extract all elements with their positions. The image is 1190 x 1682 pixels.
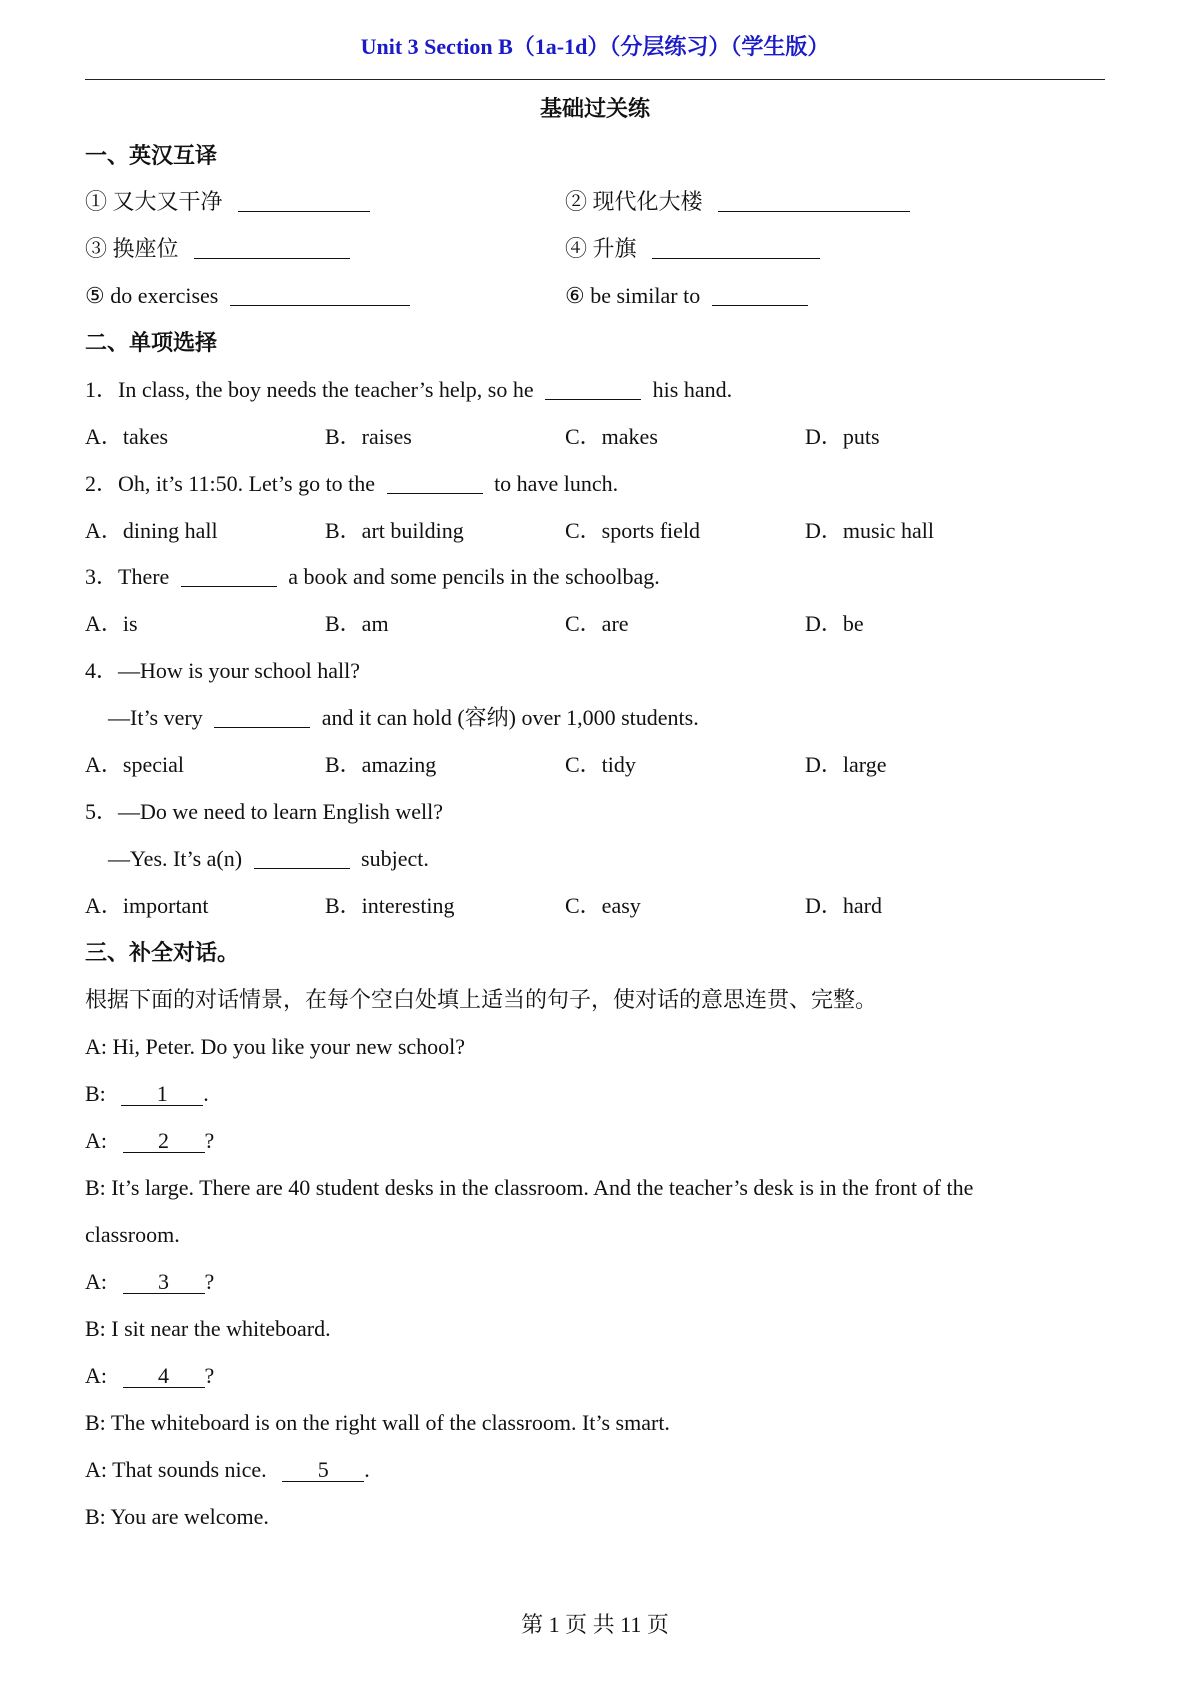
subtitle: 基础过关练 bbox=[539, 96, 650, 121]
question-4-reply bbox=[108, 703, 699, 733]
translate-item-2 bbox=[565, 187, 910, 217]
answer-blank[interactable] bbox=[214, 705, 310, 728]
question-3-text: 3．There bbox=[85, 564, 170, 589]
translate-item-2-label: ② 现代化大楼 bbox=[565, 189, 703, 214]
question-4-reply-end: and it can hold (容纳) over 1,000 students. bbox=[321, 705, 699, 730]
question-2-text: 2．Oh, it’s 11:50. Let’s go to the bbox=[85, 471, 376, 496]
q1-option-b[interactable]: B．raises bbox=[325, 424, 412, 449]
translate-item-5-label: ⑤ do exercises bbox=[85, 283, 219, 308]
punctuation: ? bbox=[204, 1269, 215, 1294]
answer-blank[interactable] bbox=[545, 377, 641, 400]
question-2-text-end: to have lunch. bbox=[494, 471, 619, 496]
dialogue-line-5 bbox=[85, 1267, 214, 1297]
answer-blank[interactable] bbox=[718, 189, 910, 212]
question-5-reply-end: subject. bbox=[361, 846, 429, 871]
q3-option-d[interactable]: D．be bbox=[805, 611, 864, 636]
answer-blank[interactable] bbox=[712, 283, 808, 306]
dialogue-blank-2[interactable]: 2 bbox=[123, 1130, 205, 1153]
translate-item-3-label: ③ 换座位 bbox=[85, 236, 179, 261]
q5-option-d[interactable]: D．hard bbox=[805, 893, 882, 918]
question-5-reply bbox=[108, 844, 429, 874]
translate-item-4-label: ④ 升旗 bbox=[565, 236, 637, 261]
answer-blank[interactable] bbox=[230, 283, 410, 306]
dialogue-blank-4[interactable]: 4 bbox=[123, 1365, 205, 1388]
page-header-title: Unit 3 Section B（1a-1d）（分层练习）（学生版） bbox=[360, 34, 830, 59]
punctuation: . bbox=[364, 1457, 370, 1482]
q4-option-d[interactable]: D．large bbox=[805, 752, 887, 777]
translate-item-6-label: ⑥ be similar to bbox=[565, 283, 701, 308]
dialogue-line-10: B: You are welcome. bbox=[85, 1504, 269, 1529]
punctuation: . bbox=[203, 1081, 209, 1106]
q4-option-a[interactable]: A．special bbox=[85, 752, 184, 777]
question-5-stem: 5．—Do we need to learn English well? bbox=[85, 799, 444, 824]
answer-blank[interactable] bbox=[254, 846, 350, 869]
q3-option-b[interactable]: B．am bbox=[325, 611, 389, 636]
question-3-stem bbox=[85, 562, 660, 592]
q4-option-b[interactable]: B．amazing bbox=[325, 752, 437, 777]
section3-instruction: 根据下面的对话情景，在每个空白处填上适当的句子，使对话的意思连贯、完整。 bbox=[85, 987, 878, 1012]
answer-blank[interactable] bbox=[194, 236, 350, 259]
dialogue-line-7 bbox=[85, 1361, 214, 1391]
dialogue-blank-1[interactable]: 1 bbox=[121, 1083, 203, 1106]
question-1-stem bbox=[85, 375, 732, 405]
translate-item-6 bbox=[565, 281, 808, 311]
question-4-reply-text: —It’s very bbox=[108, 705, 203, 730]
answer-blank[interactable] bbox=[181, 564, 277, 587]
dialogue-line-4a: B: It’s large. There are 40 student desks in the classroom. And the teacher’s desk is in the front of the bbox=[85, 1175, 974, 1200]
q2-option-d[interactable]: D．music hall bbox=[805, 518, 934, 543]
q1-option-a[interactable]: A．takes bbox=[85, 424, 169, 449]
punctuation: ? bbox=[204, 1363, 215, 1388]
speaker-label: B: bbox=[85, 1081, 106, 1106]
translate-item-4 bbox=[565, 234, 820, 264]
dialogue-line-6: B: I sit near the whiteboard. bbox=[85, 1316, 331, 1341]
dialogue-line-4b: classroom. bbox=[85, 1222, 180, 1247]
question-1-text: 1．In class, the boy needs the teacher’s help, so he bbox=[85, 377, 534, 402]
dialogue-line-1: A: Hi, Peter. Do you like your new school? bbox=[85, 1034, 466, 1059]
section1-heading: 一、英汉互译 bbox=[85, 143, 218, 168]
answer-blank[interactable] bbox=[387, 471, 483, 494]
page-footer: 第 1 页 共 11 页 bbox=[521, 1612, 669, 1637]
speaker-label: A: That sounds nice. bbox=[85, 1457, 267, 1482]
section2-heading: 二、单项选择 bbox=[85, 330, 218, 355]
translate-item-5 bbox=[85, 281, 410, 311]
dialogue-blank-3[interactable]: 3 bbox=[123, 1271, 205, 1294]
q1-option-c[interactable]: C．makes bbox=[565, 424, 658, 449]
q2-option-c[interactable]: C．sports field bbox=[565, 518, 701, 543]
q3-option-c[interactable]: C．are bbox=[565, 611, 629, 636]
header-rule bbox=[85, 79, 1105, 80]
q4-option-c[interactable]: C．tidy bbox=[565, 752, 636, 777]
question-1-text-end: his hand. bbox=[652, 377, 733, 402]
translate-item-1-label: ① 又大又干净 bbox=[85, 189, 223, 214]
q5-option-b[interactable]: B．interesting bbox=[325, 893, 455, 918]
section3-heading: 三、补全对话。 bbox=[85, 940, 240, 965]
question-4-stem: 4．—How is your school hall? bbox=[85, 658, 360, 683]
translate-item-3 bbox=[85, 234, 350, 264]
speaker-label: A: bbox=[85, 1363, 107, 1388]
speaker-label: A: bbox=[85, 1269, 107, 1294]
dialogue-line-3 bbox=[85, 1126, 214, 1156]
question-5-reply-text: —Yes. It’s a(n) bbox=[108, 846, 243, 871]
dialogue-line-2 bbox=[85, 1079, 209, 1109]
q2-option-b[interactable]: B．art building bbox=[325, 518, 464, 543]
q3-option-a[interactable]: A．is bbox=[85, 611, 138, 636]
q5-option-a[interactable]: A．important bbox=[85, 893, 209, 918]
translate-item-1 bbox=[85, 187, 370, 217]
question-3-text-end: a book and some pencils in the schoolbag. bbox=[288, 564, 660, 589]
speaker-label: A: bbox=[85, 1128, 107, 1153]
question-2-stem bbox=[85, 469, 618, 499]
q1-option-d[interactable]: D．puts bbox=[805, 424, 880, 449]
punctuation: ? bbox=[204, 1128, 215, 1153]
q5-option-c[interactable]: C．easy bbox=[565, 893, 641, 918]
dialogue-line-9 bbox=[85, 1455, 370, 1485]
q2-option-a[interactable]: A．dining hall bbox=[85, 518, 218, 543]
dialogue-blank-5[interactable]: 5 bbox=[282, 1459, 364, 1482]
answer-blank[interactable] bbox=[652, 236, 820, 259]
dialogue-line-8: B: The whiteboard is on the right wall of the classroom. It’s smart. bbox=[85, 1410, 670, 1435]
answer-blank[interactable] bbox=[238, 189, 370, 212]
